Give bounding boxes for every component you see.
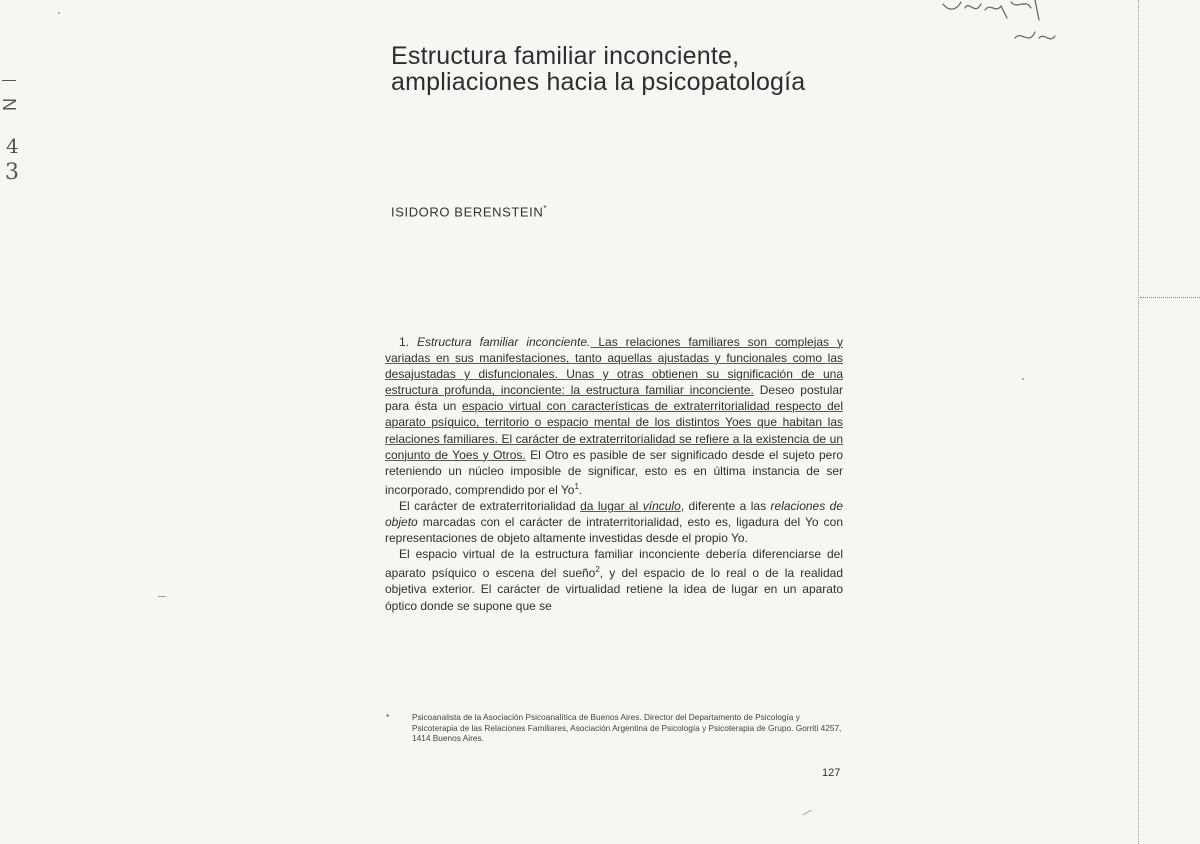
margin-mark-2: 4 — [6, 134, 19, 158]
body-text-2: El Otro es pasible de ser significado desde el sujeto pero reteniendo un núcleo imposible de significar, esto es en última instancia de ser incorporado, comprendido por el Yo — [385, 447, 843, 497]
page-number: 127 — [822, 767, 841, 779]
underlined-text-4: El carácter de extraterritorialidad se refiere a la existencia de un conjunto de Yoes y Otros. — [385, 431, 843, 462]
margin-rule — [2, 80, 16, 81]
margin-handwriting-3 — [5, 160, 19, 185]
page-edge-dotted-line — [1138, 0, 1140, 844]
margin-mark-3: 3 — [5, 160, 19, 185]
body-text-2: , diferente a las — [680, 498, 771, 513]
scan-speck — [1022, 378, 1024, 380]
paragraph-2 — [385, 498, 843, 546]
underlined-text: da lugar al — [580, 498, 643, 513]
article-body — [385, 334, 843, 614]
title-line-1: Estructura familiar inconciente, — [391, 41, 740, 70]
italic-term-vinculo: vínculo — [642, 498, 681, 513]
underlined-text-2: Unas y otras obtienen su significación de una estructura profunda, inconciente: la estructura familiar inconciente. — [385, 367, 843, 398]
scan-speck — [158, 596, 166, 597]
body-text-3: . — [578, 482, 583, 497]
margin-mark-1: N — [0, 98, 20, 111]
body-text-2: , y del espacio de lo real o de la realidad objetiva exterior. El carácter de virtualidad retiene la idea de lugar en un aparato óptico donde se supone que se — [385, 566, 843, 613]
margin-handwriting — [0, 98, 21, 111]
underlined-text-3: espacio virtual con características de extraterritorialidad respecto del aparato psíquico, territorio o espacio mental de los distintos Yoes que habitan las relaciones familiares. — [385, 399, 843, 446]
footnote-mark: * — [386, 712, 390, 722]
section-number: 1. — [399, 335, 417, 349]
body-text: El carácter de extraterritorialidad — [399, 498, 581, 513]
footnote-text: Psicoanalista de la Asociación Psicoanalítica de Buenos Aires. Director del Departamento de Psicología y Psicoterapia de las Relaciones Familiares, Asociación Argentina de Psicología y Psicoterapia de Grupo. Gorriti 4257, 1414 Buenos Aires. — [412, 712, 842, 743]
body-text-3: marcadas con el carácter de intraterritorialidad, esto es, ligadura del Yo con representaciones de objeto altamente investidas desde el propio Yo. — [385, 515, 843, 546]
author-text: ISIDORO BERENSTEIN — [391, 204, 544, 220]
underlined-text: Las relaciones familiares son complejas y variadas en sus manifestaciones, tanto aquellas ajustadas y funcionales como las desajustadas y disfuncionales. — [385, 335, 844, 382]
footnote-ref-2: 2 — [595, 565, 600, 575]
body-text: El espacio virtual de la estructura familiar inconciente debería diferenciarse del aparato psíquico o escena del sueño — [385, 547, 843, 581]
author-footnote-mark: * — [543, 204, 548, 213]
handwritten-annotation — [935, 0, 1105, 58]
italic-term-relaciones: relaciones de objeto — [385, 498, 843, 530]
title-line-2: ampliaciones hacia la psicopatología — [391, 67, 806, 96]
section-heading: Estructura familiar inconciente. — [417, 335, 591, 349]
page-edge-dotted-line-horizontal — [1140, 297, 1200, 299]
paragraph-3 — [385, 546, 843, 613]
author-name — [391, 204, 547, 219]
body-text: Deseo postular para ésta un — [385, 383, 843, 414]
scan-speck — [802, 810, 811, 816]
paragraph-1 — [385, 334, 843, 498]
footnote-ref-1: 1 — [574, 481, 579, 491]
margin-handwriting-2 — [6, 134, 19, 158]
scan-speck — [58, 12, 60, 14]
footnote — [386, 712, 844, 744]
article-title — [391, 43, 951, 95]
